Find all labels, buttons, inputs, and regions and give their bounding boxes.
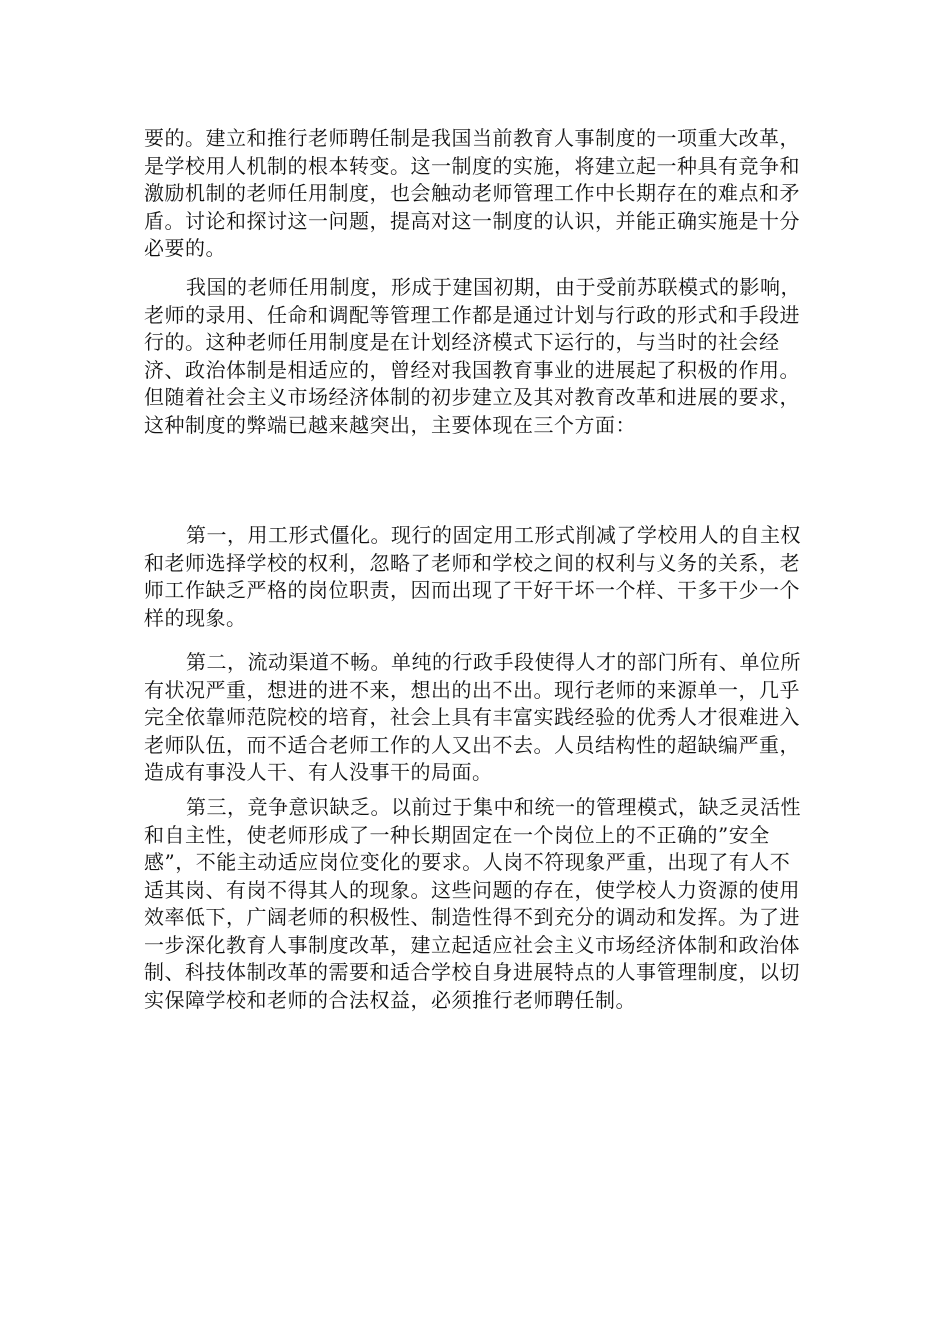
paragraph-continuation: 要的。建立和推行老师聘任制是我国当前教育人事制度的一项重大改革，是学校用人机制的根本转变。这一制度的实施，将建立起一种具有竞争和激励机制的老师任用制度，也会触动老师管理工作中长期存在的难点和矛盾。讨论和探讨这一问题，提高对这一制度的认识，并能正确实施是十分必要的。	[144, 126, 800, 260]
paragraph-point-one: 第一，用工形式僵化。现行的固定用工形式削减了学校用人的自主权和老师选择学校的权利，忽略了老师和学校之间的权利与义务的关系，老师工作缺乏严格的岗位职责，因而出现了干好干坏一个样、干多干少一个样的现象。	[144, 523, 801, 630]
paragraph-background: 我国的老师任用制度，形成于建国初期，由于受前苏联模式的影响，老师的录用、任命和调配等管理工作都是通过计划与行政的形式和手段进行的。这种老师任用制度是在计划经济模式下运行的，与当时的社会经济、政治体制是相适应的，曾经对我国教育事业的进展起了积极的作用。但随着社会主义市场经济体制的初步建立及其对教育改革和进展的要求，这种制度的弊端已越来越突出，主要体现在三个方面：	[144, 275, 801, 437]
paragraph-point-three: 第三，竞争意识缺乏。以前过于集中和统一的管理模式，缺乏灵活性和自主性，使老师形成了一种长期固定在一个岗位上的不正确的”安全感”，不能主动适应岗位变化的要求。人岗不符现象严重，出现了有人不适其岗、有岗不得其人的现象。这些问题的存在，使学校人力资源的使用效率低下，广阔老师的积极性、制造性得不到充分的调动和发挥。为了进一步深化教育人事制度改革，建立起适应社会主义市场经济体制和政治体制、科技体制改革的需要和适合学校自身进展特点的人事管理制度，以切实保障学校和老师的合法权益，必须推行老师聘任制。	[144, 795, 801, 1012]
paragraph-point-two: 第二，流动渠道不畅。单纯的行政手段使得人才的部门所有、单位所有状况严重，想进的进不来，想出的出不出。现行老师的来源单一，几乎完全依靠师范院校的培育，社会上具有丰富实践经验的优秀人才很难进入老师队伍，而不适合老师工作的人又出不去。人员结构性的超缺编严重，造成有事没人干、有人没事干的局面。	[144, 650, 801, 784]
